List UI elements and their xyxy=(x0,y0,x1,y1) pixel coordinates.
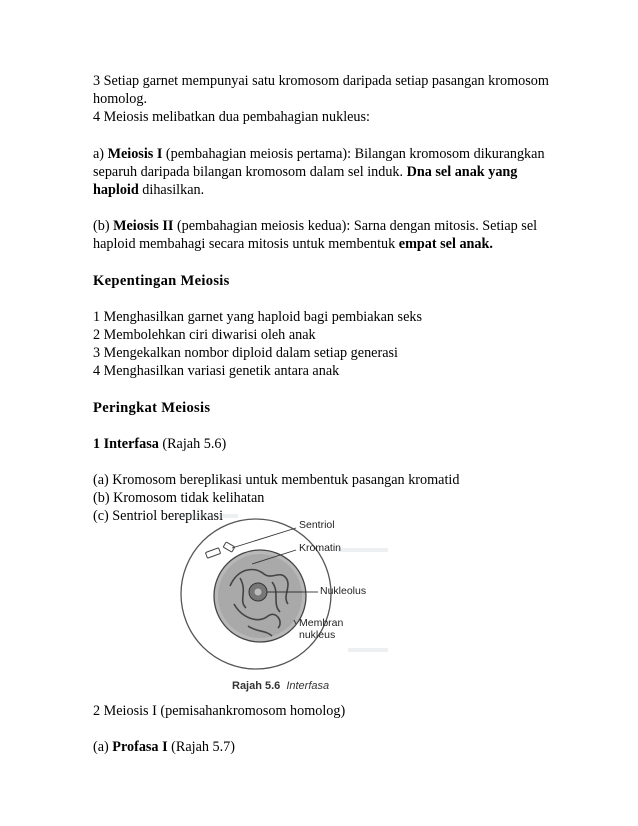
label-membran: Membran xyxy=(299,617,344,629)
list-item: 3 Mengekalkan nombor diploid dalam setiap generasi xyxy=(93,345,398,362)
list-item: 2 Membolehkan ciri diwarisi oleh anak xyxy=(93,327,316,344)
label-nukleolus: Nukleolus xyxy=(320,585,367,597)
list-item: (c) Sentriol bereplikasi xyxy=(93,508,224,525)
paragraph-line: homolog. xyxy=(93,91,147,108)
figure-caption-title: Interfasa xyxy=(286,680,330,692)
list-item: (a) Kromosom bereplikasi untuk membentuk pasangan kromatid xyxy=(93,472,460,489)
document-body-continued xyxy=(93,702,613,756)
list-item: 1 Menghasilkan garnet yang haploid bagi pembiakan seks xyxy=(93,308,422,325)
figure-caption xyxy=(232,680,329,692)
profasa-term: Profasa I xyxy=(112,739,168,756)
meiosis-1-bold-2: haploid xyxy=(93,182,139,199)
meiosis-2-prefix: (b) xyxy=(93,218,114,235)
label-nukleus: nukleus xyxy=(299,629,336,641)
interfasa-figure xyxy=(168,508,398,698)
meiosis-2-paragraph xyxy=(93,217,613,253)
peringkat-heading: Peringkat Meiosis xyxy=(93,399,211,416)
meiosis-2-term: Meiosis II xyxy=(113,218,174,235)
label-sentriol: Sentriol xyxy=(299,519,335,531)
document-body xyxy=(93,72,613,526)
kepentingan-heading: Kepentingan Meiosis xyxy=(93,272,230,289)
list-item: 4 Menghasilkan variasi genetik antara anak xyxy=(93,363,340,380)
interfasa-term: 1 Interfasa xyxy=(93,435,159,452)
interfasa-line xyxy=(93,435,613,453)
profasa-line xyxy=(93,738,613,756)
figure-caption-number: Rajah 5.6 xyxy=(232,680,281,692)
meiosis-2-desc: (pembahagian meiosis kedua): Sarna dengan mitosis. Setiap sel xyxy=(173,218,538,235)
paragraph-line: 4 Meiosis melibatkan dua pembahagian nukleus: xyxy=(93,109,370,126)
meiosis-1-desc-3: dihasilkan. xyxy=(138,182,205,199)
meiosis-1-term: Meiosis I xyxy=(107,145,163,162)
meiosis-1-stage-line: 2 Meiosis I (pemisahankromosom homolog) xyxy=(93,703,346,719)
meiosis-1-paragraph xyxy=(93,145,613,200)
meiosis-1-desc: (pembahagian meiosis pertama): Bilangan kromosom dikurangkan xyxy=(162,145,545,162)
interfasa-ref: (Rajah 5.6) xyxy=(158,435,227,452)
meiosis-2-desc-2: haploid membahagi secara mitosis untuk membentuk xyxy=(93,236,399,253)
paragraph-line: 3 Setiap garnet mempunyai satu kromosom daripada setiap pasangan kromosom xyxy=(93,73,549,89)
meiosis-2-bold: empat sel anak. xyxy=(398,236,493,253)
label-kromatin: Kromatin xyxy=(299,542,342,554)
nucleolus-core xyxy=(255,589,262,596)
meiosis-1-bold-1: Dna sel anak yang xyxy=(406,163,518,180)
profasa-prefix: (a) xyxy=(93,739,113,756)
profasa-ref: (Rajah 5.7) xyxy=(167,739,235,756)
list-item: (b) Kromosom tidak kelihatan xyxy=(93,490,265,507)
meiosis-1-desc-2: separuh daripada bilangan kromosom dalam sel induk. xyxy=(93,163,407,180)
meiosis-1-prefix: a) xyxy=(93,145,108,162)
